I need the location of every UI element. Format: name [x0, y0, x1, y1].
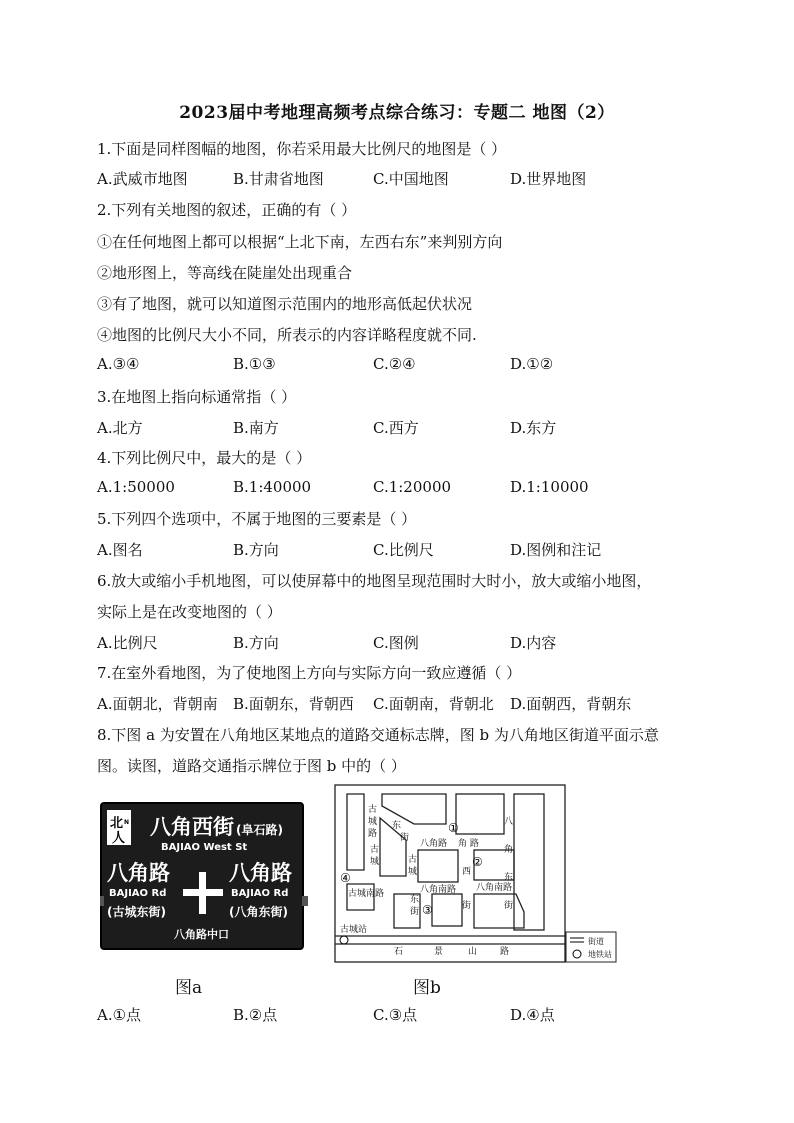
sign-mount-left: [100, 896, 104, 906]
q2-option-b[interactable]: B.①③: [233, 355, 276, 373]
subway-station-icon: [340, 936, 348, 944]
block-ne1: [456, 794, 504, 834]
street-label-jiaolu: 角 路: [458, 839, 479, 849]
q2-statement-3: ③有了地图，就可以知道图示范围内的地形高低起伏状况: [97, 295, 473, 313]
map-legend: [566, 932, 616, 962]
street-label-guchengzhan: 古城站: [340, 925, 368, 935]
q7-option-c[interactable]: C.面朝南，背朝北: [373, 695, 494, 713]
block-center: [418, 850, 458, 882]
street-label-bajiaonanlu: 八角南路: [420, 885, 457, 895]
street-label-gu: 古: [368, 805, 378, 815]
street-label-jiao: 角: [504, 845, 514, 855]
q2-statement-1: ①在任何地图上都可以根据“上北下南，左西右东”来判别方向: [97, 233, 503, 251]
block-nw: [347, 794, 364, 870]
street-label-cheng3: 城: [408, 867, 418, 877]
sign-top-road-alias: (阜石路): [236, 823, 283, 837]
q7-option-d[interactable]: D.面朝西，背朝东: [510, 695, 632, 713]
compass-arrow-icon: 人: [112, 831, 126, 846]
q3-option-b[interactable]: B.南方: [233, 419, 279, 437]
q6-option-c[interactable]: C.图例: [373, 634, 419, 652]
q3-option-d[interactable]: D.东方: [510, 419, 557, 437]
street-label-guchengnanlu: 古城南路: [348, 889, 385, 899]
street-label-cheng2: 城: [370, 857, 380, 867]
question-5-stem: 5.下列四个选项中，不属于地图的三要素是（ ）: [97, 510, 417, 528]
map-point-1: ①: [448, 821, 459, 835]
sign-left-road-en: BAJIAO Rd: [109, 888, 167, 899]
q1-option-c[interactable]: C.中国地图: [373, 170, 449, 188]
street-label-lu: 路: [368, 829, 378, 839]
block-north: [382, 794, 446, 824]
sign-top-road-en: BAJIAO West St: [161, 842, 248, 853]
q4-option-c[interactable]: C.1:20000: [373, 478, 452, 496]
q6-option-b[interactable]: B.方向: [233, 634, 279, 652]
street-label-jing: 景: [434, 947, 444, 957]
q8-option-a[interactable]: A.①点: [97, 1006, 142, 1024]
block-se: [474, 894, 524, 928]
figure-b-label: 图b: [413, 978, 441, 998]
compass-n-small: N: [124, 819, 130, 826]
figure-a-road-sign: [98, 800, 311, 952]
street-label-jie: 街: [400, 833, 410, 843]
q6-option-d[interactable]: D.内容: [510, 634, 557, 652]
map-point-3: ③: [422, 903, 433, 917]
block-south2: [432, 894, 462, 926]
street-label-jie4: 街: [504, 901, 514, 911]
page-title: 2023届中考地理高频考点综合练习：专题二 地图（2）: [179, 103, 615, 123]
sign-right-road-en: BAJIAO Rd: [231, 888, 289, 899]
figure-a-label: 图a: [175, 978, 203, 998]
q8-option-c[interactable]: C.③点: [373, 1006, 418, 1024]
block-far-east: [514, 794, 544, 930]
question-2-stem: 2.下列有关地图的叙述，正确的有（ ）: [97, 201, 357, 219]
street-label-gu3: 古: [408, 855, 418, 865]
question-8-stem: 8.下图 a 为安置在八角地区某地点的道路交通标志牌，图 b 为八角地区街道平面示意: [97, 726, 659, 744]
street-label-ba: 八: [504, 817, 514, 827]
sign-cross-horizontal: [183, 889, 223, 896]
street-label-shan: 山: [468, 947, 478, 957]
q2-statement-4: ④地图的比例尺大小不同，所表示的内容详略程度就不同.: [97, 326, 477, 344]
sign-left-road-alias: (古城东街): [107, 905, 166, 919]
question-6-stem-cont: 实际上是在改变地图的（ ）: [97, 603, 282, 621]
street-label-cheng: 城: [368, 817, 378, 827]
q5-option-c[interactable]: C.比例尺: [373, 541, 434, 559]
q5-option-a[interactable]: A.图名: [97, 541, 143, 559]
q5-option-b[interactable]: B.方向: [233, 541, 279, 559]
street-label-lu2: 路: [500, 947, 510, 957]
street-label-dong3: 东: [504, 873, 514, 883]
legend-street-label: 街道: [588, 937, 604, 946]
q8-option-d[interactable]: D.④点: [510, 1006, 555, 1024]
sign-mount-right: [302, 896, 308, 906]
compass-north-label: 北: [110, 816, 124, 831]
question-4-stem: 4.下列比例尺中，最大的是（ ）: [97, 449, 312, 467]
street-label-dong2: 东: [410, 895, 420, 905]
q1-option-d[interactable]: D.世界地图: [510, 170, 587, 188]
q2-option-c[interactable]: C.②④: [373, 355, 416, 373]
q5-option-d[interactable]: D.图例和注记: [510, 541, 602, 559]
q6-option-a[interactable]: A.比例尺: [97, 634, 158, 652]
q8-option-b[interactable]: B.②点: [233, 1006, 278, 1024]
q4-option-a[interactable]: A.1:50000: [97, 478, 175, 496]
street-label-bajiaolu: 八角路: [420, 839, 448, 849]
sign-bottom-road: 八角路中口: [174, 928, 229, 941]
question-8-stem-cont: 图。读图，道路交通指示牌位于图 b 中的（ ）: [97, 757, 406, 775]
q1-option-a[interactable]: A.武威市地图: [97, 170, 188, 188]
q2-option-d[interactable]: D.①②: [510, 355, 554, 373]
street-label-dong: 东: [392, 821, 402, 831]
sign-left-road: 八角路: [107, 861, 170, 885]
sign-right-road: 八角路: [229, 861, 292, 885]
street-label-bajiaonanlu2: 八角南路: [476, 883, 513, 893]
q2-statement-2: ②地形图上，等高线在陡崖处出现重合: [97, 264, 353, 282]
street-label-shi: 石: [394, 947, 404, 957]
street-label-jie3: 街: [462, 901, 472, 911]
q4-option-b[interactable]: B.1:40000: [233, 478, 312, 496]
street-label-gu2: 古: [370, 845, 380, 855]
q2-option-a[interactable]: A.③④: [97, 355, 140, 373]
street-label-xi: 西: [462, 867, 472, 877]
q4-option-d[interactable]: D.1:10000: [510, 478, 589, 496]
q7-option-b[interactable]: B.面朝东，背朝西: [233, 695, 354, 713]
question-1-stem: 1.下面是同样图幅的地图，你若采用最大比例尺的地图是（ ）: [97, 140, 507, 158]
question-6-stem: 6.放大或缩小手机地图，可以使屏幕中的地图呈现范围时大时小，放大或缩小地图，: [97, 572, 652, 590]
question-7-stem: 7.在室外看地图，为了使地图上方向与实际方向一致应遵循（ ）: [97, 664, 522, 682]
sign-top-road: 八角西街: [150, 815, 234, 839]
map-point-2: ②: [472, 855, 483, 869]
map-point-4: ④: [340, 871, 351, 885]
q3-option-c[interactable]: C.西方: [373, 419, 419, 437]
figure-b-street-map: [334, 784, 618, 966]
q3-option-a[interactable]: A.北方: [97, 419, 143, 437]
q1-option-b[interactable]: B.甘肃省地图: [233, 170, 324, 188]
legend-subway-label: 地铁站: [588, 950, 612, 959]
sign-right-road-alias: (八角东街): [229, 905, 288, 919]
q7-option-a[interactable]: A.面朝北，背朝南: [97, 695, 218, 713]
question-3-stem: 3.在地图上指向标通常指（ ）: [97, 388, 297, 406]
street-label-jie2: 街: [410, 907, 420, 917]
